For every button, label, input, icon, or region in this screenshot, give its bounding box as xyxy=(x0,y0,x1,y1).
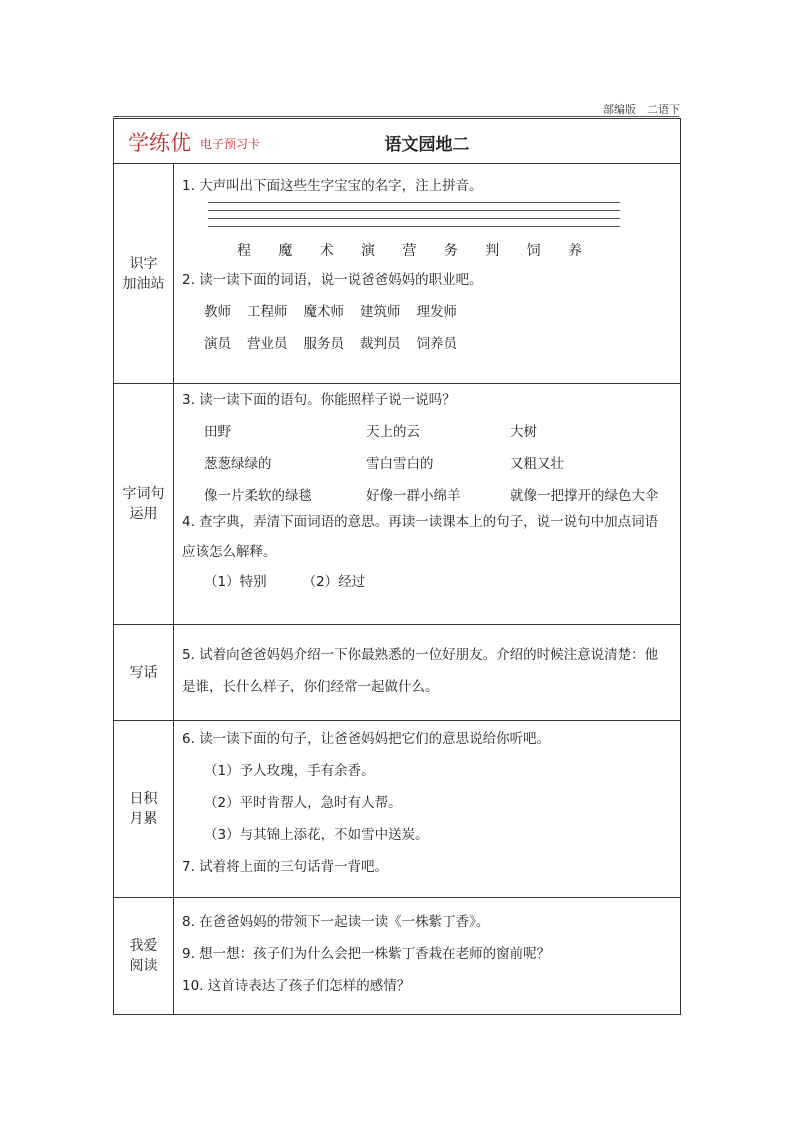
question-8: 8. 在爸爸妈妈的带领下一起读一读《一株紫丁香》。 xyxy=(182,914,490,930)
example-cell: 雪白雪白的 xyxy=(366,456,434,472)
char-item: 判 xyxy=(485,243,500,259)
section-writing xyxy=(114,624,680,720)
question-4-options xyxy=(182,572,666,592)
word-item: 建筑师 xyxy=(360,304,401,320)
question-5-line-1: 5. 试着向爸爸妈妈介绍一下你最熟悉的一位好朋友。介绍的时候注意说清楚：他 xyxy=(182,647,659,663)
question-3: 3. 读一读下面的语句。你能照样子说一说吗？ xyxy=(182,392,456,408)
section-reading-label: 我爱 阅读 xyxy=(114,898,174,1014)
char-item: 务 xyxy=(443,243,458,259)
char-item: 饲 xyxy=(526,243,541,259)
proverb-3: （3）与其锦上添花，不如雪中送炭。 xyxy=(204,827,429,843)
question-1: 1. 大声叫出下面这些生字宝宝的名字，注上拼音。 xyxy=(182,178,483,194)
section-words-label: 字词句 运用 xyxy=(114,384,174,624)
section-reading-body xyxy=(174,898,680,1014)
section-accumulation xyxy=(114,720,680,897)
brand-subtitle: 电子预习卡 xyxy=(200,137,261,151)
profession-words-row-2 xyxy=(182,334,666,354)
example-cell: 又粗又壮 xyxy=(510,456,564,472)
char-item: 术 xyxy=(319,243,334,259)
example-cell: 天上的云 xyxy=(366,424,420,440)
preview-card-table xyxy=(113,118,681,1015)
question-4-line-1: 4. 查字典，弄清下面词语的意思。再读一读课本上的句子，说一说句中加点词语 xyxy=(182,514,659,530)
word-item: 营业员 xyxy=(247,336,288,352)
header-rule xyxy=(113,116,679,117)
proverb-2: （2）平时肯帮人，急时有人帮。 xyxy=(204,795,402,811)
brand-logo-text: 学练优 xyxy=(128,131,191,155)
section-words-body xyxy=(174,384,680,624)
section-writing-body xyxy=(174,625,680,720)
header-edition-note: 部编版 二语下 xyxy=(603,103,680,116)
word-item: 裁判员 xyxy=(360,336,401,352)
character-list xyxy=(237,240,582,260)
title-row xyxy=(114,119,680,163)
example-row-3 xyxy=(182,486,666,506)
section-words-sentences xyxy=(114,383,680,624)
char-item: 营 xyxy=(402,243,417,259)
example-cell: 葱葱绿绿的 xyxy=(204,456,272,472)
word-item: 理发师 xyxy=(416,304,457,320)
char-item: 演 xyxy=(361,243,376,259)
char-item: 养 xyxy=(568,243,582,259)
option-item: （1）特别 xyxy=(204,574,267,590)
example-cell: 好像一群小绵羊 xyxy=(366,488,461,504)
page-title: 语文园地二 xyxy=(384,135,470,155)
section-reading xyxy=(114,897,680,1014)
example-cell: 大树 xyxy=(510,424,537,440)
section-accumulation-label: 日积 月累 xyxy=(114,721,174,897)
example-cell: 就像一把撑开的绿色大伞 xyxy=(510,488,659,504)
word-item: 工程师 xyxy=(247,304,288,320)
word-item: 魔术师 xyxy=(303,304,344,320)
word-item: 饲养员 xyxy=(416,336,457,352)
option-item: （2）经过 xyxy=(302,574,366,590)
question-6: 6. 读一读下面的句子，让爸爸妈妈把它们的意思说给你听吧。 xyxy=(182,731,551,747)
section-literacy xyxy=(114,163,680,383)
example-row-2 xyxy=(182,454,666,474)
section-literacy-body xyxy=(174,164,680,383)
example-cell: 像一片柔软的绿毯 xyxy=(204,488,312,504)
pinyin-writing-lines xyxy=(208,202,620,227)
profession-words-row-1 xyxy=(182,302,666,322)
question-9: 9. 想一想：孩子们为什么会把一株紫丁香栽在老师的窗前呢？ xyxy=(182,946,551,962)
section-literacy-label: 识字 加油站 xyxy=(114,164,174,383)
section-writing-label: 写话 xyxy=(114,625,174,720)
question-5-line-2: 是谁，长什么样子，你们经常一起做什么。 xyxy=(182,679,439,695)
example-row-1 xyxy=(182,422,666,442)
word-item: 演员 xyxy=(204,336,231,352)
question-4-line-2: 应该怎么解释。 xyxy=(182,544,277,560)
example-cell: 田野 xyxy=(204,424,231,440)
word-item: 教师 xyxy=(204,304,231,320)
proverb-1: （1）予人玫瑰，手有余香。 xyxy=(204,763,375,779)
question-2: 2. 读一读下面的词语，说一说爸爸妈妈的职业吧。 xyxy=(182,272,483,288)
question-10: 10. 这首诗表达了孩子们怎样的感情？ xyxy=(182,978,411,994)
char-item: 魔 xyxy=(278,243,293,259)
question-7: 7. 试着将上面的三句话背一背吧。 xyxy=(182,859,389,875)
char-item: 程 xyxy=(237,243,251,259)
word-item: 服务员 xyxy=(303,336,344,352)
section-accumulation-body xyxy=(174,721,680,897)
